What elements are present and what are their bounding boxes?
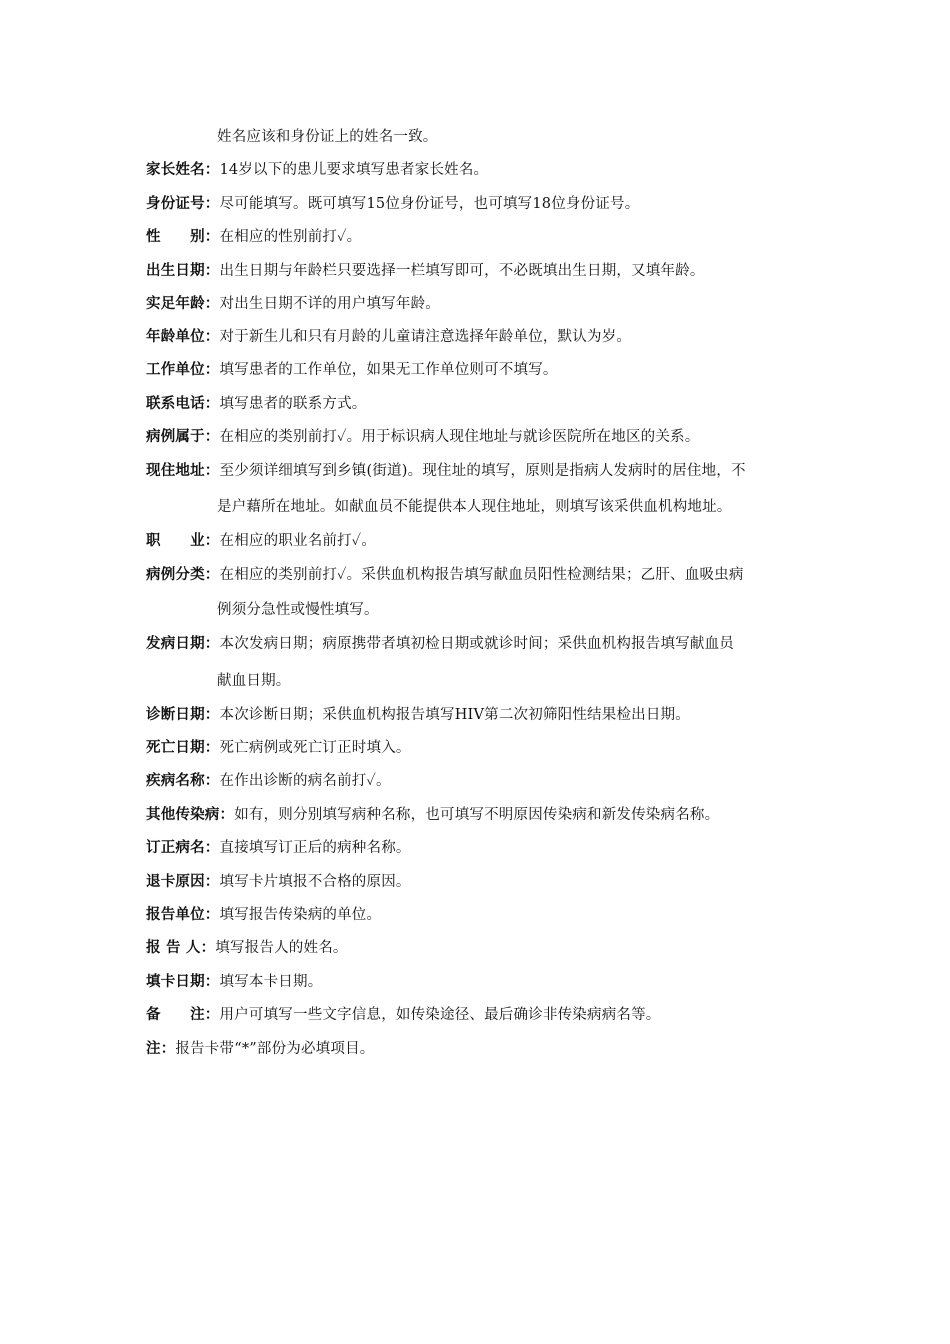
line-reporter: 报 告 人：填写报告人的姓名。 <box>146 940 348 956</box>
line-other-infectious: 其他传染病：如有，则分别填写病种名称，也可填写不明原因传染病和新发传染病名称。 <box>146 807 720 823</box>
line-reporting-unit: 报告单位：填写报告传染病的单位。 <box>146 907 382 923</box>
line-phone: 联系电话：填写患者的联系方式。 <box>146 396 367 412</box>
line-age-unit: 年龄单位：对于新生儿和只有月龄的儿童请注意选择年龄单位，默认为岁。 <box>146 329 632 345</box>
line-death-date: 死亡日期：死亡病例或死亡订正时填入。 <box>146 740 411 756</box>
line-occupation: 职 业：在相应的职业名前打✓。 <box>146 533 377 549</box>
line-address-cont: 是户藉所在地址。如献血员不能提供本人现住地址，则填写该采供血机构地址。 <box>217 499 732 515</box>
line-disease-name: 疾病名称：在作出诊断的病名前打✓。 <box>146 773 391 789</box>
line-diagnosis-date: 诊断日期：本次诊断日期；采供血机构报告填写HIV第二次初筛阳性结果检出日期。 <box>146 707 690 723</box>
line-onset-date: 发病日期：本次发病日期；病原携带者填初检日期或就诊时间；采供血机构报告填写献血员 <box>146 636 734 652</box>
line-case-category: 病例分类：在相应的类别前打✓。采供血机构报告填写献血员阳性检测结果；乙肝、血吸虫病 <box>146 567 744 583</box>
line-remarks: 备 注：用户可填写一些文字信息，如传染途径、最后确诊非传染病病名等。 <box>146 1007 661 1023</box>
line-work-unit: 工作单位：填写患者的工作单位，如果无工作单位则可不填写。 <box>146 362 558 378</box>
line-gender: 性 别：在相应的性别前打✓。 <box>146 229 362 245</box>
line-age: 实足年龄：对出生日期不详的用户填写年龄。 <box>146 296 440 312</box>
line-case-belongs: 病例属于：在相应的类别前打✓。用于标识病人现住地址与就诊医院所在地区的关系。 <box>146 429 700 445</box>
line-return-reason: 退卡原因：填写卡片填报不合格的原因。 <box>146 874 411 890</box>
line-case-category-cont: 例须分急性或慢性填写。 <box>217 602 379 618</box>
line-birth-date: 出生日期：出生日期与年龄栏只要选择一栏填写即可，不必既填出生日期，又填年龄。 <box>146 263 705 279</box>
line-fill-date: 填卡日期：填写本卡日期。 <box>146 974 323 990</box>
line-parent-name: 家长姓名：14岁以下的患儿要求填写患者家长姓名。 <box>146 162 489 178</box>
line-name-note: 姓名应该和身份证上的姓名一致。 <box>217 129 438 145</box>
line-id-number: 身份证号：尽可能填写。既可填写15位身份证号，也可填写18位身份证号。 <box>146 196 640 212</box>
line-onset-date-cont: 献血日期。 <box>217 673 291 689</box>
line-note: 注：报告卡带“*”部份为必填项目。 <box>146 1041 375 1057</box>
line-address: 现住地址：至少须详细填写到乡镇(街道)。现住址的填写，原则是指病人发病时的居住地，不 <box>146 463 746 479</box>
line-corrected-disease: 订正病名：直接填写订正后的病种名称。 <box>146 840 411 856</box>
